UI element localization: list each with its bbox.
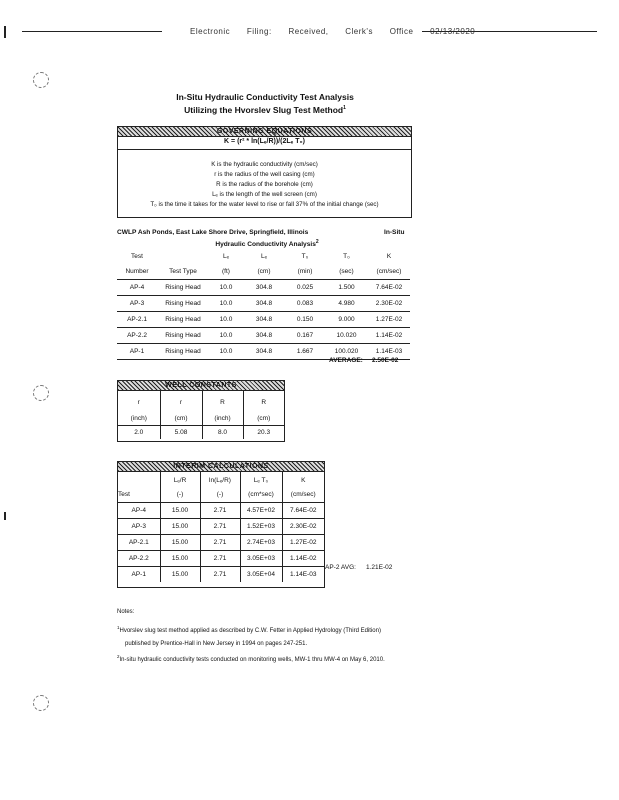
cell: AP-3 <box>129 300 145 307</box>
table-row <box>117 280 410 296</box>
col-header: r <box>118 391 160 413</box>
cell: 2.30E-02 <box>375 300 403 307</box>
cell: AP-2.2 <box>118 550 160 566</box>
table-header-row <box>118 413 284 425</box>
cell: 15.00 <box>160 534 200 550</box>
average-value: 2.50E-02 <box>372 357 399 364</box>
title-line-1: In-Situ Hydraulic Conductivity Test Analysis <box>176 92 354 102</box>
header-word: Office <box>389 27 414 36</box>
col-header: (cm) <box>257 415 271 423</box>
cell: 304.8 <box>255 332 273 339</box>
cell: Rising Head <box>165 300 201 307</box>
table-header-row <box>118 472 324 488</box>
col-header: (inch) <box>202 413 243 425</box>
col-header: R <box>261 398 267 406</box>
cell: 4.57E+02 <box>240 502 282 518</box>
cell: 15.00 <box>160 502 200 518</box>
well-constants-heading: WELL CONSTANTS <box>165 382 237 389</box>
well-constants-bar <box>118 381 284 391</box>
cell: 15.00 <box>160 566 200 582</box>
cell: 8.0 <box>202 425 243 439</box>
notes-heading: Notes: <box>117 609 135 615</box>
cell: 1.14E-03 <box>375 348 403 355</box>
header-word: Filing: <box>246 27 272 36</box>
cell: 1.14E-02 <box>375 332 403 339</box>
cell: 0.083 <box>296 300 314 307</box>
cell: AP-4 <box>129 284 145 291</box>
governing-equations-box <box>117 126 412 218</box>
cell: 304.8 <box>255 284 273 291</box>
col-header: K <box>301 476 306 484</box>
cell: 10.0 <box>219 316 233 323</box>
title-footnote-ref: 1 <box>343 105 346 112</box>
cell: 1.52E+03 <box>240 518 282 534</box>
filing-header <box>190 27 489 36</box>
cell: 1.14E-03 <box>290 570 317 578</box>
col-header: R <box>202 391 243 413</box>
cell: Rising Head <box>165 348 201 355</box>
cell: Rising Head <box>165 284 201 291</box>
cell: Rising Head <box>165 316 201 323</box>
site-subtitle: Hydraulic Conductivity Analysis <box>215 241 316 249</box>
cell: AP-1 <box>118 566 160 582</box>
cell: AP-2.1 <box>127 316 147 323</box>
definition-t0: T₀ is the time it takes for the water level to rise or fall 37% of the initial change (sec) <box>150 201 379 208</box>
definition-k: K is the hydraulic conductivity (cm/sec) <box>211 161 318 168</box>
cell: 3.05E+03 <box>240 550 282 566</box>
cell: 1.27E-02 <box>290 538 317 546</box>
cell: 10.0 <box>219 284 233 291</box>
cell: 2.0 <box>118 425 160 439</box>
col-header: (ft) <box>222 268 230 275</box>
col-header: (min) <box>297 268 313 275</box>
col-header: (cm/sec) <box>376 268 402 275</box>
cell: 5.08 <box>160 425 202 439</box>
col-header: (cm) <box>257 268 271 275</box>
col-header: r <box>160 391 202 413</box>
col-header: Lₑ T₀ <box>240 472 282 488</box>
well-constants-box <box>117 380 285 442</box>
cell: 10.0 <box>219 332 233 339</box>
average-label: AVERAGE: <box>329 357 363 364</box>
cell: 1.14E-02 <box>290 554 317 562</box>
table-row <box>117 328 410 344</box>
cell: 15.00 <box>160 518 200 534</box>
table-header-row <box>118 391 284 413</box>
table-header-row <box>118 488 324 502</box>
col-header: T₀ <box>343 253 350 260</box>
cell: 7.64E-02 <box>290 506 317 514</box>
col-header: (sec) <box>339 268 354 275</box>
ap2-avg-label: AP-2 AVG: <box>325 564 356 571</box>
table-header-row <box>117 264 410 280</box>
page-title <box>115 92 415 115</box>
table-row <box>118 566 324 582</box>
cell: 7.64E-02 <box>375 284 403 291</box>
cell: 10.0 <box>219 300 233 307</box>
cell: 304.8 <box>255 348 273 355</box>
scan-mark <box>4 26 6 38</box>
col-header: T₀ <box>301 253 309 260</box>
col-header: K <box>386 253 392 260</box>
table-row <box>118 425 284 439</box>
cell: 15.00 <box>160 550 200 566</box>
col-header: (cm/sec) <box>290 491 316 499</box>
cell: AP-2.1 <box>118 534 160 550</box>
cell: 1.500 <box>338 284 355 291</box>
cell: AP-4 <box>118 502 160 518</box>
cell: 20.3 <box>257 428 271 436</box>
interim-calculations-table <box>118 472 324 582</box>
site-subtitle-wrap <box>117 239 417 248</box>
cell: 1.27E-02 <box>375 316 403 323</box>
interim-calculations-heading: INTERIM CALCULATIONS <box>173 463 269 470</box>
col-header: Test Type <box>169 268 197 275</box>
cell: 2.71 <box>200 550 240 566</box>
equation-formula: K = (r² * ln(Lₑ/R))/(2Lₑ T₀) <box>224 138 305 145</box>
col-header: (cm) <box>160 413 202 425</box>
header-word: Electronic <box>190 27 231 36</box>
table-row <box>118 502 324 518</box>
cell: 2.71 <box>200 534 240 550</box>
cell: AP-1 <box>129 348 145 355</box>
col-header: Number <box>125 268 149 275</box>
cell: AP-3 <box>118 518 160 534</box>
cell: 304.8 <box>255 316 273 323</box>
punch-hole-mark <box>33 695 49 711</box>
col-header: (cm*sec) <box>240 488 282 502</box>
note-2-line-1: In-situ hydraulic conductivity tests conducted on monitoring wells, MW-1 thru MW-4 on May 6, 2010. <box>119 657 385 663</box>
interim-calculations-box <box>117 461 325 588</box>
table-row <box>118 550 324 566</box>
ap2-avg-value: 1.21E-02 <box>366 564 393 571</box>
cell: 100.020 <box>334 348 359 355</box>
cell: 2.30E-02 <box>290 522 317 530</box>
table-row <box>118 534 324 550</box>
header-word: Received, <box>288 27 329 36</box>
punch-hole-mark <box>33 72 49 88</box>
col-header <box>118 472 160 488</box>
site-footnote-ref: 2 <box>315 239 319 245</box>
header-word: Clerk's <box>345 27 373 36</box>
cell: 304.8 <box>255 300 273 307</box>
col-header: (-) <box>200 488 240 502</box>
title-line-2: Utilizing the Hvorslev Slug Test Method <box>184 105 344 115</box>
note-1-marker: 1 <box>117 625 120 630</box>
col-header: Test <box>118 488 160 502</box>
note-1-line-1: Hvorslev slug test method applied as described by C.W. Fetter in Applied Hydrology (Third Edition) <box>119 628 381 634</box>
definition-big-r: R is the radius of the borehole (cm) <box>216 181 313 188</box>
col-header: (inch) <box>118 413 160 425</box>
cell: 4.980 <box>338 300 355 307</box>
col-header <box>157 249 209 264</box>
note-1-line-2: published by Prentice-Hall in New Jersey in 1994 on pages 247-251. <box>125 641 308 647</box>
cell: 10.0 <box>219 348 233 355</box>
table-row <box>117 312 410 328</box>
table-row <box>118 518 324 534</box>
col-header: Test <box>131 253 143 260</box>
definition-r: r is the radius of the well casing (cm) <box>214 171 315 178</box>
table-header-row <box>117 249 410 264</box>
site-tag: In-Situ <box>384 229 405 236</box>
col-header: Lₑ <box>222 253 230 260</box>
col-header: Lₑ/R <box>160 472 200 488</box>
equations-heading: GOVERNING EQUATIONS <box>216 128 313 135</box>
cell: 0.025 <box>296 284 314 291</box>
table-row <box>117 344 410 360</box>
cell: AP-2.2 <box>127 332 147 339</box>
notes-section <box>117 607 477 665</box>
note-2-marker: 2 <box>117 654 120 659</box>
header-word: 02/13/2020 <box>430 27 476 36</box>
cell: 2.71 <box>200 502 240 518</box>
cell: 1.667 <box>296 348 314 355</box>
definition-le: Lₑ is the length of the well screen (cm) <box>212 191 317 198</box>
table-row <box>117 296 410 312</box>
col-header: (-) <box>160 488 200 502</box>
scan-mark <box>4 512 6 520</box>
cell: Rising Head <box>165 332 201 339</box>
cell: 3.05E+04 <box>240 566 282 582</box>
header-rule-left <box>22 31 162 32</box>
cell: 2.71 <box>200 566 240 582</box>
cell: 2.74E+03 <box>240 534 282 550</box>
cell: 0.167 <box>296 332 314 339</box>
col-header: ln(Lₑ/R) <box>200 472 240 488</box>
cell: 0.150 <box>296 316 314 323</box>
conductivity-table <box>117 249 410 360</box>
punch-hole-mark <box>33 385 49 401</box>
cell: 10.020 <box>336 332 357 339</box>
equations-heading-bar <box>118 127 411 137</box>
site-name: CWLP Ash Ponds, East Lake Shore Drive, Springfield, Illinois <box>117 229 309 236</box>
interim-calculations-bar <box>118 462 324 472</box>
cell: 9.000 <box>338 316 355 323</box>
cell: 2.71 <box>200 518 240 534</box>
col-header: Lₑ <box>260 253 268 260</box>
well-constants-table <box>118 391 284 439</box>
